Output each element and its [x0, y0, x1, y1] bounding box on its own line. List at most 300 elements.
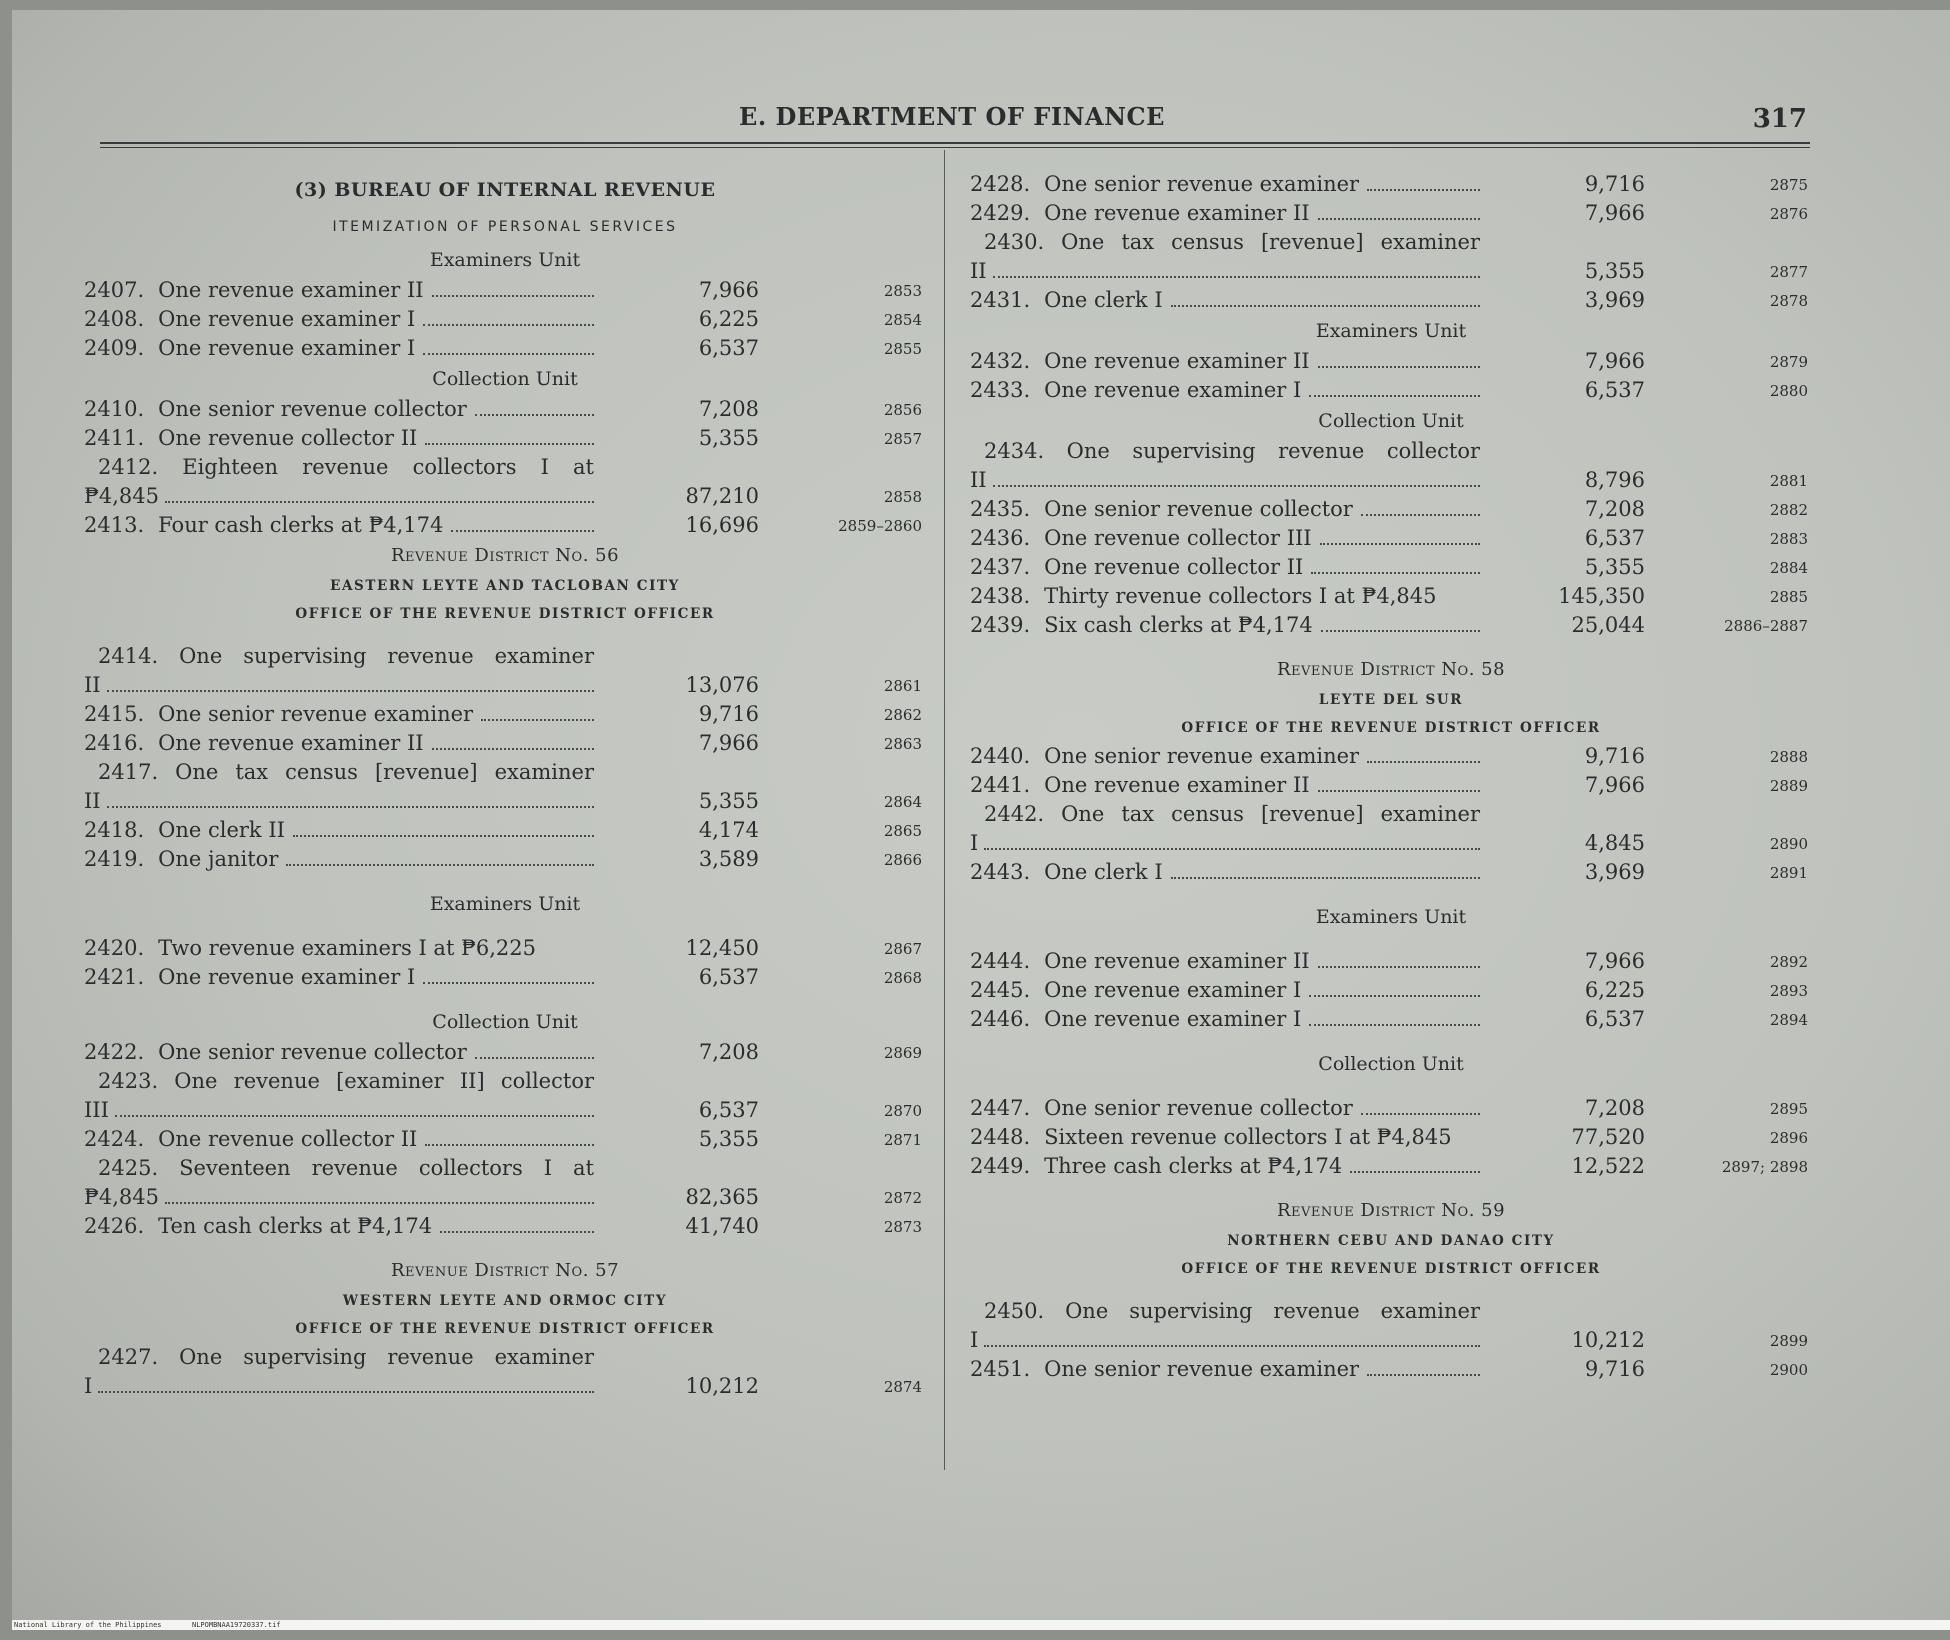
item-amount: 6,225	[698, 307, 759, 331]
dot-leader	[98, 1372, 594, 1393]
item-reference: 2883	[1769, 530, 1808, 548]
item-reference: 2870	[883, 1102, 922, 1120]
unit-heading: Collection Unit	[1318, 1053, 1464, 1075]
line-item	[84, 334, 926, 363]
item-amount: 6,537	[698, 965, 759, 989]
line-item	[970, 553, 1812, 582]
district-area: WESTERN LEYTE AND ORMOC CITY	[342, 1293, 668, 1309]
item-reference: 2855	[883, 340, 922, 358]
item-description: One revenue examiner I	[1044, 1007, 1302, 1031]
item-description-cont: III	[84, 1098, 109, 1122]
line-item	[970, 170, 1812, 199]
dot-leader	[293, 816, 594, 837]
item-amount: 7,966	[1584, 949, 1645, 973]
office-heading: OFFICE OF THE REVENUE DISTRICT OFFICER	[1181, 1261, 1601, 1277]
dot-leader	[1318, 947, 1480, 968]
line-item-wrapped	[970, 800, 1812, 858]
item-amount: 5,355	[1584, 555, 1645, 579]
dot-leader	[1171, 858, 1480, 879]
item-number: 2431.	[970, 288, 1031, 312]
unit-heading: Collection Unit	[432, 368, 578, 390]
dot-leader	[481, 700, 594, 721]
line-item-wrapped	[84, 1154, 926, 1212]
line-item	[970, 947, 1812, 976]
item-reference: 2882	[1769, 501, 1808, 519]
item-number: 2407.	[84, 278, 145, 302]
item-reference: 2867	[883, 940, 922, 958]
dot-leader	[115, 1096, 594, 1117]
item-amount: 77,520	[1571, 1125, 1645, 1149]
item-reference: 2874	[883, 1378, 922, 1396]
dot-leader	[1350, 1152, 1480, 1173]
dot-leader	[425, 1125, 594, 1146]
line-item	[84, 1212, 926, 1241]
item-number: 2421.	[84, 965, 145, 989]
line-item	[84, 963, 926, 992]
right-column	[970, 170, 1812, 1384]
line-item	[84, 1125, 926, 1154]
line-item	[970, 495, 1812, 524]
line-item	[970, 376, 1812, 405]
item-reference: 2869	[883, 1044, 922, 1062]
item-number: 2422.	[84, 1040, 145, 1064]
item-amount: 5,355	[1584, 259, 1645, 283]
item-number: 2420.	[84, 936, 145, 960]
item-number: 2419.	[84, 847, 145, 871]
district-heading: Revenue District No. 56	[390, 545, 620, 566]
line-item	[970, 524, 1812, 553]
item-description: Three cash clerks at ₱4,174	[1044, 1154, 1343, 1178]
item-reference: 2873	[883, 1218, 922, 1236]
item-number: 2409.	[84, 336, 145, 360]
line-item-wrapped	[84, 642, 926, 700]
item-description: One revenue examiner II	[1044, 949, 1310, 973]
item-description: 2417. One tax census [revenue] examiner	[98, 760, 594, 784]
item-reference: 2862	[883, 706, 922, 724]
item-number: 2451.	[970, 1357, 1031, 1381]
item-reference: 2868	[883, 969, 922, 987]
dot-leader	[1309, 376, 1480, 397]
item-description: Ten cash clerks at ₱4,174	[158, 1214, 433, 1238]
line-item-wrapped	[84, 1067, 926, 1125]
line-item	[84, 1038, 926, 1067]
left-column	[84, 170, 926, 1401]
office-heading: OFFICE OF THE REVENUE DISTRICT OFFICER	[295, 606, 715, 622]
item-description: One clerk II	[158, 818, 285, 842]
file-name: NLPOMBNAA19720337.tif	[192, 1621, 281, 1629]
item-reference: 2854	[883, 311, 922, 329]
item-amount: 16,696	[685, 513, 759, 537]
item-amount: 3,969	[1584, 860, 1645, 884]
item-description: One revenue collector III	[1044, 526, 1312, 550]
item-number: 2446.	[970, 1007, 1031, 1031]
dot-leader	[475, 395, 594, 416]
item-reference: 2877	[1769, 263, 1808, 281]
dot-leader	[1321, 611, 1480, 632]
item-description-cont: I	[970, 1328, 979, 1352]
dot-leader	[1320, 524, 1480, 545]
line-item	[84, 816, 926, 845]
item-description: 2412. Eighteen revenue collectors I at	[98, 455, 594, 479]
district-heading: Revenue District No. 59	[1276, 1200, 1506, 1221]
item-amount: 7,966	[1584, 349, 1645, 373]
item-description: One revenue collector II	[1044, 555, 1304, 579]
header-rule-thin	[100, 147, 1810, 148]
item-description: 2434. One supervising revenue collector	[984, 439, 1480, 463]
item-reference: 2886–2887	[1724, 617, 1808, 635]
item-amount: 6,225	[1584, 978, 1645, 1002]
line-item	[970, 976, 1812, 1005]
dot-leader	[1318, 199, 1480, 220]
item-number: 2418.	[84, 818, 145, 842]
dot-leader	[1367, 742, 1480, 763]
item-description: 2414. One supervising revenue examiner	[98, 644, 594, 668]
item-reference: 2893	[1769, 982, 1808, 1000]
line-item	[84, 276, 926, 305]
item-number: 2413.	[84, 513, 145, 537]
office-heading: OFFICE OF THE REVENUE DISTRICT OFFICER	[295, 1321, 715, 1337]
line-item	[970, 858, 1812, 887]
header-rule	[100, 142, 1810, 144]
line-item	[970, 1005, 1812, 1034]
item-number: 2445.	[970, 978, 1031, 1002]
line-item	[84, 305, 926, 334]
item-amount: 5,355	[698, 789, 759, 813]
dot-leader	[1367, 1355, 1480, 1376]
line-item	[970, 1152, 1812, 1181]
line-item	[970, 1123, 1812, 1152]
item-amount: 5,355	[698, 1127, 759, 1151]
line-item	[970, 771, 1812, 800]
line-item	[970, 347, 1812, 376]
page-number: 317	[1752, 104, 1807, 134]
line-item	[970, 611, 1812, 640]
district-area: LEYTE DEL SUR	[1318, 692, 1464, 708]
item-description: 2425. Seventeen revenue collectors I at	[98, 1156, 594, 1180]
item-amount: 10,212	[1571, 1328, 1645, 1352]
dot-leader	[423, 305, 594, 326]
item-reference: 2859–2860	[838, 517, 922, 535]
item-description: 2430. One tax census [revenue] examiner	[984, 230, 1480, 254]
district-heading: Revenue District No. 57	[390, 1260, 620, 1281]
unit-heading: Collection Unit	[1318, 410, 1464, 432]
item-description: One senior revenue examiner	[1044, 172, 1360, 196]
item-description: 2427. One supervising revenue examiner	[98, 1345, 594, 1369]
item-reference: 2889	[1769, 777, 1808, 795]
item-number: 2415.	[84, 702, 145, 726]
line-item-wrapped	[970, 437, 1812, 495]
dot-leader	[107, 671, 594, 692]
item-number: 2444.	[970, 949, 1031, 973]
dot-leader	[993, 257, 1480, 278]
item-description: One clerk I	[1044, 288, 1163, 312]
item-description-cont: II	[84, 673, 101, 697]
item-description-cont: I	[970, 831, 979, 855]
dot-leader	[423, 334, 594, 355]
item-amount: 7,208	[1584, 1096, 1645, 1120]
item-amount: 7,208	[698, 1040, 759, 1064]
item-description: One revenue examiner II	[158, 731, 424, 755]
item-amount: 7,966	[698, 731, 759, 755]
item-number: 2424.	[84, 1127, 145, 1151]
item-description: One senior revenue collector	[1044, 1096, 1353, 1120]
item-reference: 2865	[883, 822, 922, 840]
item-number: 2436.	[970, 526, 1031, 550]
dot-leader	[1309, 1005, 1480, 1026]
item-reference: 2896	[1769, 1129, 1808, 1147]
item-description: One senior revenue collector	[158, 397, 467, 421]
item-description: 2423. One revenue [examiner II] collector	[98, 1069, 594, 1093]
line-item-wrapped	[84, 758, 926, 816]
item-description: One revenue examiner I	[158, 965, 416, 989]
unit-heading: Examiners Unit	[1315, 320, 1467, 342]
item-amount: 6,537	[698, 1098, 759, 1122]
line-item	[84, 845, 926, 874]
item-number: 2432.	[970, 349, 1031, 373]
item-reference: 2863	[883, 735, 922, 753]
unit-heading: Examiners Unit	[1315, 906, 1467, 928]
item-description: One revenue examiner II	[1044, 201, 1310, 225]
item-reference: 2876	[1769, 205, 1808, 223]
item-amount: 9,716	[1584, 744, 1645, 768]
page-header	[97, 102, 1807, 142]
item-reference: 2897; 2898	[1721, 1158, 1808, 1176]
item-amount: 10,212	[685, 1374, 759, 1398]
dot-leader	[1367, 170, 1480, 191]
item-description: One janitor	[158, 847, 279, 871]
item-number: 2435.	[970, 497, 1031, 521]
item-description: One revenue examiner I	[1044, 378, 1302, 402]
item-reference: 2890	[1769, 835, 1808, 853]
item-amount: 6,537	[1584, 526, 1645, 550]
item-reference: 2861	[883, 677, 922, 695]
dot-leader	[165, 482, 594, 503]
line-item-wrapped	[970, 228, 1812, 286]
item-description: Six cash clerks at ₱4,174	[1044, 613, 1313, 637]
item-amount: 7,966	[1584, 773, 1645, 797]
dot-leader	[1361, 1094, 1480, 1115]
dot-leader	[432, 276, 594, 297]
item-description-cont: I	[84, 1374, 93, 1398]
library-credit: National Library of the Philippines	[14, 1621, 162, 1629]
dot-leader	[1309, 976, 1480, 997]
line-item	[84, 700, 926, 729]
line-item	[84, 511, 926, 540]
unit-heading: Examiners Unit	[429, 893, 581, 915]
item-amount: 3,589	[698, 847, 759, 871]
item-description: Sixteen revenue collectors I at ₱4,845	[1044, 1125, 1452, 1149]
item-description: One revenue examiner II	[1044, 349, 1310, 373]
page	[12, 10, 1950, 1630]
item-description-cont: II	[970, 259, 987, 283]
item-reference: 2891	[1769, 864, 1808, 882]
dot-leader	[1311, 553, 1480, 574]
item-description: One revenue examiner I	[158, 336, 416, 360]
item-reference: 2864	[883, 793, 922, 811]
item-number: 2440.	[970, 744, 1031, 768]
line-item-wrapped	[84, 1343, 926, 1401]
item-description: Four cash clerks at ₱4,174	[158, 513, 444, 537]
item-amount: 6,537	[698, 336, 759, 360]
item-description: One revenue collector II	[158, 426, 418, 450]
item-amount: 9,716	[1584, 172, 1645, 196]
scan-footer	[12, 1620, 1950, 1630]
item-reference: 2872	[883, 1189, 922, 1207]
item-amount: 7,966	[698, 278, 759, 302]
itemization-heading: ITEMIZATION OF PERSONAL SERVICES	[332, 219, 678, 235]
line-item	[970, 1094, 1812, 1123]
dot-leader	[1171, 286, 1480, 307]
item-number: 2448.	[970, 1125, 1031, 1149]
item-amount: 8,796	[1584, 468, 1645, 492]
item-description: One revenue examiner II	[158, 278, 424, 302]
item-reference: 2858	[883, 488, 922, 506]
item-amount: 3,969	[1584, 288, 1645, 312]
item-number: 2410.	[84, 397, 145, 421]
item-number: 2429.	[970, 201, 1031, 225]
dot-leader	[984, 829, 1480, 850]
dot-leader	[475, 1038, 594, 1059]
item-number: 2439.	[970, 613, 1031, 637]
item-description: One senior revenue collector	[158, 1040, 467, 1064]
item-description: One senior revenue collector	[1044, 497, 1353, 521]
item-description: 2442. One tax census [revenue] examiner	[984, 802, 1480, 826]
unit-heading: Examiners Unit	[429, 249, 581, 271]
column-divider	[944, 150, 945, 1470]
item-number: 2408.	[84, 307, 145, 331]
item-number: 2416.	[84, 731, 145, 755]
line-item	[970, 199, 1812, 228]
item-reference: 2875	[1769, 176, 1808, 194]
item-number: 2437.	[970, 555, 1031, 579]
item-number: 2433.	[970, 378, 1031, 402]
item-number: 2449.	[970, 1154, 1031, 1178]
item-reference: 2884	[1769, 559, 1808, 577]
item-description: One senior revenue examiner	[1044, 744, 1360, 768]
item-description-cont: II	[970, 468, 987, 492]
item-reference: 2871	[883, 1131, 922, 1149]
dot-leader	[451, 511, 594, 532]
item-description: One senior revenue examiner	[1044, 1357, 1360, 1381]
item-amount: 41,740	[685, 1214, 759, 1238]
item-reference: 2900	[1769, 1361, 1808, 1379]
item-description: One revenue examiner II	[1044, 773, 1310, 797]
item-reference: 2866	[883, 851, 922, 869]
bureau-title: (3) BUREAU OF INTERNAL REVENUE	[294, 179, 716, 201]
item-reference: 2888	[1769, 748, 1808, 766]
item-reference: 2856	[883, 401, 922, 419]
dot-leader	[432, 729, 594, 750]
item-reference: 2878	[1769, 292, 1808, 310]
item-description: Two revenue examiners I at ₱6,225	[158, 936, 537, 960]
item-reference: 2899	[1769, 1332, 1808, 1350]
item-reference: 2894	[1769, 1011, 1808, 1029]
item-description-cont: ₱4,845	[84, 1185, 159, 1209]
line-item-wrapped	[970, 1297, 1812, 1355]
dot-leader	[440, 1212, 594, 1233]
item-number: 2447.	[970, 1096, 1031, 1120]
dot-leader	[1318, 771, 1480, 792]
item-amount: 25,044	[1571, 613, 1645, 637]
item-amount: 6,537	[1584, 1007, 1645, 1031]
district-heading: Revenue District No. 58	[1276, 659, 1506, 680]
line-item-wrapped	[84, 453, 926, 511]
item-description: One revenue examiner I	[1044, 978, 1302, 1002]
dot-leader	[1361, 495, 1480, 516]
item-description: One senior revenue examiner	[158, 702, 474, 726]
line-item	[970, 582, 1812, 611]
item-reference: 2881	[1769, 472, 1808, 490]
item-description-cont: ₱4,845	[84, 484, 159, 508]
item-amount: 4,845	[1584, 831, 1645, 855]
item-amount: 7,966	[1584, 201, 1645, 225]
item-number: 2443.	[970, 860, 1031, 884]
item-description: 2450. One supervising revenue examiner	[984, 1299, 1480, 1323]
line-item	[84, 395, 926, 424]
line-item	[84, 424, 926, 453]
line-item	[970, 1355, 1812, 1384]
district-area: EASTERN LEYTE AND TACLOBAN CITY	[330, 578, 680, 594]
item-amount: 9,716	[1584, 1357, 1645, 1381]
line-item	[970, 286, 1812, 315]
item-amount: 5,355	[698, 426, 759, 450]
item-reference: 2853	[883, 282, 922, 300]
item-reference: 2895	[1769, 1100, 1808, 1118]
item-number: 2441.	[970, 773, 1031, 797]
item-amount: 145,350	[1558, 584, 1645, 608]
line-item	[84, 729, 926, 758]
item-amount: 12,522	[1571, 1154, 1645, 1178]
item-description-cont: II	[84, 789, 101, 813]
item-amount: 12,450	[685, 936, 759, 960]
item-amount: 4,174	[698, 818, 759, 842]
item-amount: 9,716	[698, 702, 759, 726]
item-number: 2411.	[84, 426, 145, 450]
dot-leader	[165, 1183, 594, 1204]
item-reference: 2892	[1769, 953, 1808, 971]
item-reference: 2857	[883, 430, 922, 448]
item-number: 2426.	[84, 1214, 145, 1238]
line-item	[970, 742, 1812, 771]
item-reference: 2879	[1769, 353, 1808, 371]
dot-leader	[107, 787, 594, 808]
district-area: NORTHERN CEBU AND DANAO CITY	[1227, 1233, 1555, 1249]
office-heading: OFFICE OF THE REVENUE DISTRICT OFFICER	[1181, 720, 1601, 736]
dot-leader	[425, 424, 594, 445]
dot-leader	[423, 963, 594, 984]
item-amount: 6,537	[1584, 378, 1645, 402]
item-description: One revenue collector II	[158, 1127, 418, 1151]
item-description: Thirty revenue collectors I at ₱4,845	[1044, 584, 1437, 608]
item-amount: 13,076	[685, 673, 759, 697]
item-amount: 7,208	[698, 397, 759, 421]
item-number: 2428.	[970, 172, 1031, 196]
item-amount: 82,365	[685, 1185, 759, 1209]
line-item	[84, 934, 926, 963]
item-amount: 7,208	[1584, 497, 1645, 521]
dot-leader	[286, 845, 594, 866]
page-title: E. DEPARTMENT OF FINANCE	[739, 102, 1165, 131]
dot-leader	[993, 466, 1480, 487]
item-number: 2438.	[970, 584, 1031, 608]
dot-leader	[1318, 347, 1480, 368]
unit-heading: Collection Unit	[432, 1011, 578, 1033]
dot-leader	[984, 1326, 1480, 1347]
item-description: One clerk I	[1044, 860, 1163, 884]
item-amount: 87,210	[685, 484, 759, 508]
item-description: One revenue examiner I	[158, 307, 416, 331]
item-reference: 2885	[1769, 588, 1808, 606]
